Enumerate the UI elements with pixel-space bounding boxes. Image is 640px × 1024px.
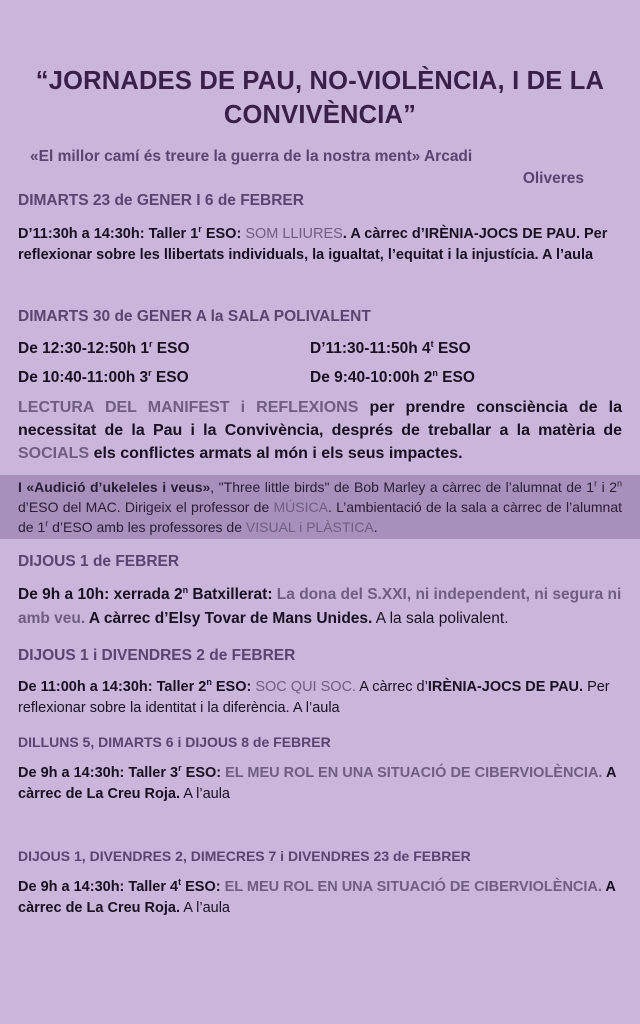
manifest-paragraph: [18, 396, 622, 465]
workshop-3-organizer: A càrrec de La Creu Roja.: [18, 765, 616, 802]
ukulele-sup: r: [45, 518, 49, 529]
talk: [18, 583, 622, 631]
ukulele-text: i 2: [597, 479, 617, 495]
slot-2n: [310, 367, 622, 388]
ukulele-text: , "Three little birds" de Bob Marley a càrrec de l’alumnat de 1: [210, 479, 595, 495]
workshop-1-sup: r: [198, 224, 202, 235]
talk-topic: La dona del S.XXI, ni independent, ni segura ni amb veu.: [18, 586, 622, 627]
workshop-2: [18, 677, 622, 719]
ukulele-sup: n: [616, 478, 622, 489]
ukulele-title: I «Audició d’ukeleles i veus»: [18, 479, 211, 495]
date-heading-5: DIJOUS 1 i DIVENDRES 2 de FEBRER: [18, 647, 296, 664]
slot-3r: [18, 367, 310, 388]
slot-time: D’11:30-11:50h 4: [310, 340, 431, 357]
talk-sup: n: [182, 584, 189, 595]
manifest-text: per prendre consciència de la necessitat de la Pau i la Convivència, després de treballar a la matèria de: [18, 399, 623, 439]
slot-4t: [310, 338, 622, 359]
workshop-2-topic: SOC QUI SOC.: [255, 679, 357, 695]
slot-time: De 9:40-10:00h 2: [310, 369, 433, 386]
ukulele-sup: r: [594, 478, 598, 489]
date-heading-1: DIMARTS 23 de GENER I 6 de FEBRER: [18, 192, 304, 209]
ukulele-music: MÚSICA: [273, 499, 328, 515]
slot-time: De 10:40-11:00h 3: [18, 369, 149, 386]
date-heading-6: DILLUNS 5, DIMARTS 6 i DIJOUS 8 de FEBRER: [18, 734, 331, 750]
page-title: “JORNADES DE PAU, NO-VIOLÈNCIA, I DE LA CONVIVÈNCIA”: [35, 67, 605, 129]
ukulele-paragraph: [0, 475, 640, 539]
workshop-2-time: De 11:00h a 14:30h: Taller 2: [18, 679, 207, 695]
slot-sup: r: [148, 338, 153, 349]
workshop-3-place: A l’aula: [180, 786, 230, 802]
poster-content: [18, 64, 622, 919]
workshop-1: [18, 224, 622, 266]
workshop-3-time: De 9h a 14:30h: Taller 3: [18, 765, 179, 781]
workshop-1-topic: SOM LLIURES: [245, 226, 343, 242]
workshop-3-topic: EL MEU ROL EN UNA SITUACIÓ DE CIBERVIOLÈNCIA.: [225, 765, 603, 781]
talk-time: De 9h a 10h: xerrada 2: [18, 586, 183, 603]
quote: [18, 146, 622, 190]
workshop-2-sup: n: [206, 677, 212, 688]
workshop-4-time: De 9h a 14:30h: Taller 4: [18, 879, 179, 895]
workshop-1-time: D’11:30h a 14:30h: Taller 1: [18, 226, 199, 242]
talk-place: A la sala polivalent.: [372, 610, 509, 627]
date-heading-2: DIMARTS 30 de GENER A la SALA POLIVALENT: [18, 308, 371, 325]
workshop-4-sup: t: [178, 877, 182, 888]
manifest-text-end: els conflictes armats al món i els seus impactes.: [89, 445, 463, 462]
workshop-4-topic: EL MEU ROL EN UNA SITUACIÓ DE CIBERVIOLÈNCIA.: [224, 879, 602, 895]
quote-author: Oliveres: [522, 170, 584, 187]
slot-1r: [18, 338, 310, 359]
workshop-2-by: A càrrec d’: [356, 679, 428, 695]
ukulele-text: .: [373, 519, 378, 535]
ukulele-text: d’ESO amb les professores de: [48, 519, 246, 535]
workshop-2-desc: Per reflexionar sobre la identitat i la diferència. A l’aula: [18, 679, 610, 716]
workshop-1-desc: Per reflexionar sobre les llibertats individuals, la igualtat, l’equitat i la injustícia. A l’aula: [18, 226, 608, 263]
slot-eso: ESO: [152, 340, 190, 357]
workshop-1-eso: ESO:: [201, 226, 246, 242]
workshop-1-organizer: . A càrrec d’IRÈNIA-JOCS DE PAU.: [342, 226, 580, 242]
workshop-4: [18, 877, 622, 919]
slot-eso: ESO: [151, 369, 189, 386]
workshop-3-eso: ESO:: [181, 765, 226, 781]
ukulele-visual: VISUAL i PLÀSTICA: [245, 519, 374, 535]
workshop-3-sup: r: [178, 763, 182, 774]
talk-course: Batxillerat:: [188, 586, 277, 603]
schedule-grid: [18, 338, 622, 388]
slot-sup: n: [432, 367, 438, 378]
date-heading-4: DIJOUS 1 de FEBRER: [18, 553, 180, 570]
workshop-3: [18, 763, 622, 805]
workshop-4-eso: ESO:: [181, 879, 225, 895]
ukulele-text: . L’ambientació de la sala a càrrec de l’alumnat de 1: [18, 499, 622, 535]
quote-text: «El millor camí és treure la guerra de la nostra ment» Arcadi: [30, 148, 473, 165]
manifest-subject: SOCIALS: [18, 445, 90, 462]
workshop-2-eso: ESO:: [211, 679, 256, 695]
workshop-4-place: A l’aula: [180, 900, 230, 916]
ukulele-text: d’ESO del MAC. Dirigeix el professor de: [18, 499, 274, 515]
manifest-title: LECTURA DEL MANIFEST i REFLEXIONS: [18, 399, 359, 416]
slot-eso: ESO: [433, 340, 471, 357]
talk-speaker: A càrrec d’Elsy Tovar de Mans Unides.: [85, 610, 373, 627]
workshop-2-organizer: IRÈNIA-JOCS DE PAU.: [427, 679, 584, 695]
date-heading-7: DIJOUS 1, DIVENDRES 2, DIMECRES 7 i DIVENDRES 23 de FEBRER: [18, 848, 471, 864]
workshop-4-organizer: A càrrec de La Creu Roja.: [18, 879, 616, 916]
slot-eso: ESO: [437, 369, 475, 386]
slot-time: De 12:30-12:50h 1: [18, 340, 149, 357]
slot-sup: t: [430, 338, 434, 349]
slot-sup: r: [148, 367, 152, 378]
